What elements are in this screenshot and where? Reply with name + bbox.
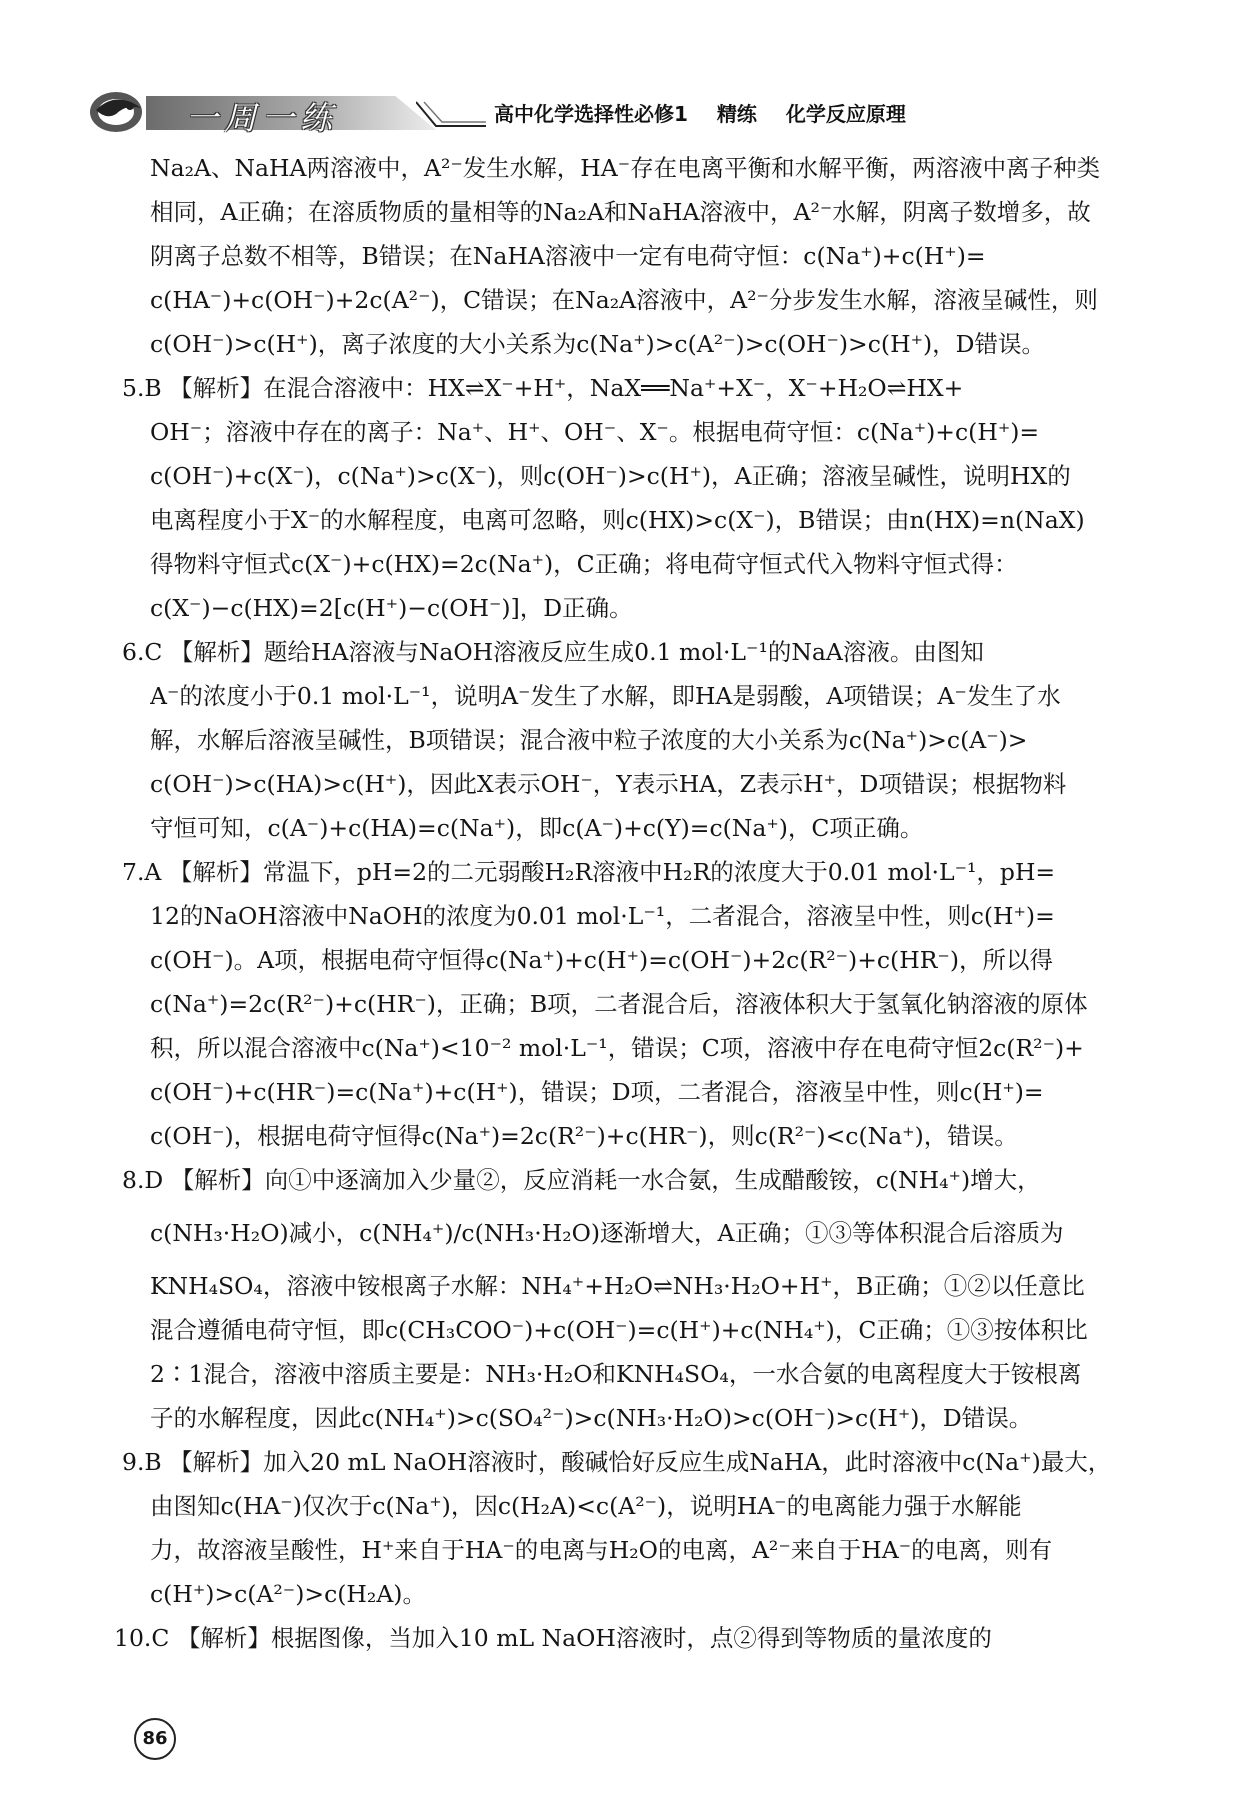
header-decoration bbox=[416, 100, 486, 130]
text-line: 相同，A正确；在溶质物质的量相等的Na₂A和NaHA溶液中，A²⁻水解，阴离子数增多，故 bbox=[150, 198, 1091, 226]
answer-5-line: 5.B 【解析】在混合溶液中：HX⇌X⁻+H⁺，NaX══Na⁺+X⁻，X⁻+H₂O⇌HX+ bbox=[122, 374, 964, 402]
text-line: 12的NaOH溶液中NaOH的浓度为0.01 mol·L⁻¹，二者混合，溶液呈中性，则c(H⁺)= bbox=[150, 902, 1055, 930]
text-line-fraction: c(NH₃·H₂O)减小，c(NH₄⁺)/c(NH₃·H₂O)逐渐增大，A正确；①③等体积混合后溶质为 bbox=[150, 1219, 1064, 1247]
text-line: 由图知c(HA⁻)仅次于c(Na⁺)，因c(H₂A)<c(A²⁻)，说明HA⁻的电离能力强于水解能 bbox=[150, 1492, 1022, 1520]
answer-10-line: 10.C 【解析】根据图像，当加入10 mL NaOH溶液时，点②得到等物质的量浓度的 bbox=[114, 1624, 992, 1652]
page-header bbox=[86, 80, 1166, 144]
text-line: c(OH⁻)>c(HA)>c(H⁺)，因此X表示OH⁻，Y表示HA，Z表示H⁺，D项错误；根据物料 bbox=[150, 770, 1067, 798]
text-line: c(Na⁺)=2c(R²⁻)+c(HR⁻)，正确；B项，二者混合后，溶液体积大于氢氧化钠溶液的原体 bbox=[150, 990, 1088, 1018]
answer-text bbox=[114, 146, 1150, 1660]
answer-9-line: 9.B 【解析】加入20 mL NaOH溶液时，酸碱恰好反应生成NaHA，此时溶液中c(Na⁺)最大， bbox=[122, 1448, 1112, 1476]
text-line: OH⁻；溶液中存在的离子：Na⁺、H⁺、OH⁻、X⁻。根据电荷守恒：c(Na⁺)+c(H⁺)= bbox=[150, 418, 1040, 446]
text-line: 力，故溶液呈酸性，H⁺来自于HA⁻的电离与H₂O的电离，A²⁻来自于HA⁻的电离，则有 bbox=[150, 1536, 1053, 1564]
book-title bbox=[494, 98, 928, 127]
text-line: c(OH⁻)>c(H⁺)，离子浓度的大小关系为c(Na⁺)>c(A²⁻)>c(OH⁻)>c(H⁺)，D错误。 bbox=[150, 330, 1045, 358]
text-line: c(OH⁻)+c(HR⁻)=c(Na⁺)+c(H⁺)，错误；D项，二者混合，溶液呈中性，则c(H⁺)= bbox=[150, 1078, 1044, 1106]
text-line: c(HA⁻)+c(OH⁻)+2c(A²⁻)，C错误；在Na₂A溶液中，A²⁻分步发生水解，溶液呈碱性，则 bbox=[150, 286, 1098, 314]
text-line: A⁻的浓度小于0.1 mol·L⁻¹，说明A⁻发生了水解，即HA是弱酸，A项错误；A⁻发生了水 bbox=[150, 682, 1061, 710]
text-line: 子的水解程度，因此c(NH₄⁺)>c(SO₄²⁻)>c(NH₃·H₂O)>c(OH⁻)>c(H⁺)，D错误。 bbox=[150, 1404, 1033, 1432]
text-line: 守恒可知，c(A⁻)+c(HA)=c(Na⁺)，即c(A⁻)+c(Y)=c(Na⁺)，C项正确。 bbox=[150, 814, 924, 842]
text-line: c(OH⁻)。A项，根据电荷守恒得c(Na⁺)+c(H⁺)=c(OH⁻)+2c(R²⁻)+c(HR⁻)，所以得 bbox=[150, 946, 1053, 974]
answer-6-line: 6.C 【解析】题给HA溶液与NaOH溶液反应生成0.1 mol·L⁻¹的NaA溶液。由图知 bbox=[122, 638, 984, 666]
text-line: KNH₄SO₄，溶液中铵根离子水解：NH₄⁺+H₂O⇌NH₃·H₂O+H⁺，B正确；①②以任意比 bbox=[150, 1272, 1085, 1300]
book-title-subject: 高中化学选择性必修1 bbox=[494, 102, 688, 126]
text-line: 积，所以混合溶液中c(Na⁺)<10⁻² mol·L⁻¹，错误；C项，溶液中存在电荷守恒2c(R²⁻)+ bbox=[150, 1034, 1084, 1062]
page-number: 86 bbox=[134, 1718, 176, 1760]
text-line: 得物料守恒式c(X⁻)+c(HX)=2c(Na⁺)，C正确；将电荷守恒式代入物料守恒式得： bbox=[150, 550, 1018, 578]
brand-title: 一周一练 bbox=[186, 99, 339, 137]
book-series-logo-icon bbox=[86, 80, 156, 140]
answer-8-line: 8.D 【解析】向①中逐滴加入少量②，反应消耗一水合氨，生成醋酸铵，c(NH₄⁺)增大， bbox=[122, 1166, 1041, 1194]
book-title-topic: 化学反应原理 bbox=[785, 102, 906, 126]
text-line: Na₂A、NaHA两溶液中，A²⁻发生水解，HA⁻存在电离平衡和水解平衡，两溶液中离子种类 bbox=[150, 154, 1101, 182]
answer-7-line: 7.A 【解析】常温下，pH=2的二元弱酸H₂R溶液中H₂R的浓度大于0.01 mol·L⁻¹，pH= bbox=[122, 858, 1056, 886]
text-line: 阴离子总数不相等，B错误；在NaHA溶液中一定有电荷守恒：c(Na⁺)+c(H⁺)= bbox=[150, 242, 986, 270]
text-line: 电离程度小于X⁻的水解程度，电离可忽略，则c(HX)>c(X⁻)，B错误；由n(HX)=n(NaX) bbox=[150, 506, 1085, 534]
text-line: c(OH⁻)+c(X⁻)，c(Na⁺)>c(X⁻)，则c(OH⁻)>c(H⁺)，A正确；溶液呈碱性，说明HX的 bbox=[150, 462, 1071, 490]
text-line: 混合遵循电荷守恒，即c(CH₃COO⁻)+c(OH⁻)=c(H⁺)+c(NH₄⁺)，C正确；①③按体积比 bbox=[150, 1316, 1088, 1344]
book-title-type: 精练 bbox=[716, 102, 757, 126]
text-line: c(OH⁻)，根据电荷守恒得c(Na⁺)=2c(R²⁻)+c(HR⁻)，则c(R²⁻)<c(Na⁺)，错误。 bbox=[150, 1122, 1018, 1150]
text-line: c(X⁻)−c(HX)=2[c(H⁺)−c(OH⁻)]，D正确。 bbox=[150, 594, 633, 622]
text-line: 2∶1混合，溶液中溶质主要是：NH₃·H₂O和KNH₄SO₄，一水合氨的电离程度大于铵根离 bbox=[150, 1360, 1082, 1388]
text-line: c(H⁺)>c(A²⁻)>c(H₂A)。 bbox=[150, 1580, 426, 1608]
text-line: 解，水解后溶液呈碱性，B项错误；混合液中粒子浓度的大小关系为c(Na⁺)>c(A⁻)> bbox=[150, 726, 1028, 754]
